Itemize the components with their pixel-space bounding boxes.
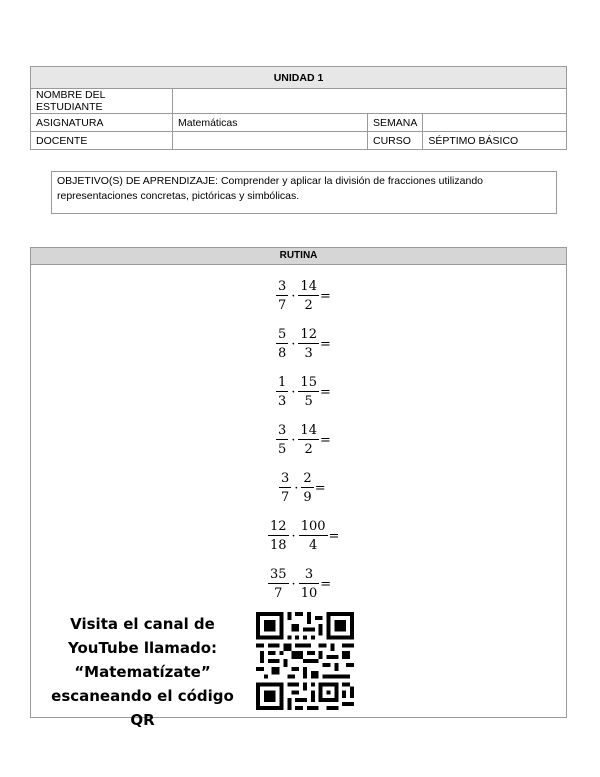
fraction [298, 327, 319, 362]
numerator: 3 [278, 279, 287, 294]
exercise-row [279, 471, 326, 506]
numerator: 100 [300, 519, 326, 534]
fraction-bar [298, 343, 319, 344]
fraction [268, 519, 289, 554]
unit-title: UNIDAD 1 [31, 67, 567, 89]
numerator: 14 [300, 423, 317, 438]
denominator: 9 [303, 490, 312, 505]
fraction-bar [279, 487, 291, 488]
equals-sign: = [319, 385, 331, 400]
fraction-bar [301, 487, 313, 488]
equals-sign: = [319, 433, 331, 448]
denominator: 8 [278, 346, 287, 361]
exercise-row [276, 375, 331, 410]
fraction [276, 423, 288, 458]
teacher-label: DOCENTE [31, 132, 173, 150]
operator: · [291, 288, 296, 304]
operator: · [291, 576, 296, 592]
fraction-bar [268, 583, 289, 584]
fraction-bar [276, 343, 288, 344]
fraction-bar [276, 391, 288, 392]
equals-sign: = [319, 289, 331, 304]
fraction [279, 471, 291, 506]
numerator: 12 [300, 327, 317, 342]
promo-line: escaneando el código QR [51, 687, 234, 729]
fraction [268, 567, 289, 602]
fraction [276, 375, 288, 410]
numerator: 35 [270, 567, 287, 582]
fraction-bar [268, 535, 289, 536]
numerator: 15 [300, 375, 317, 390]
equals-sign: = [328, 529, 340, 544]
fraction [299, 567, 320, 602]
fraction [298, 375, 319, 410]
numerator: 2 [303, 471, 312, 486]
teacher-field[interactable] [173, 132, 368, 150]
denominator: 7 [274, 586, 283, 601]
denominator: 2 [304, 298, 313, 313]
student-name-label: NOMBRE DEL ESTUDIANTE [31, 89, 173, 114]
fraction [276, 327, 288, 362]
fraction [298, 423, 319, 458]
denominator: 7 [281, 490, 290, 505]
denominator: 18 [270, 538, 287, 553]
week-field[interactable] [423, 114, 567, 132]
equals-sign: = [320, 577, 332, 592]
equals-sign: = [314, 481, 326, 496]
qr-code-icon[interactable] [256, 612, 354, 710]
exercise-row [276, 423, 331, 458]
youtube-promo-text [40, 612, 245, 732]
denominator: 3 [304, 346, 313, 361]
numerator: 12 [270, 519, 287, 534]
promo-line: Visita el canal de [70, 615, 215, 633]
student-info-table [30, 66, 567, 150]
fraction [298, 279, 319, 314]
student-name-field[interactable] [173, 89, 567, 114]
fraction-bar [298, 439, 319, 440]
numerator: 14 [300, 279, 317, 294]
learning-objective: OBJETIVO(S) DE APRENDIZAJE: Comprender y aplicar la división de fracciones utilizando representaciones concretas, pictóricas y simbólicas. [51, 171, 557, 214]
promo-line: YouTube llamado: [67, 639, 218, 657]
exercise-row [276, 279, 331, 314]
exercise-row [268, 567, 331, 602]
denominator: 10 [300, 586, 318, 601]
fraction-bar [299, 583, 320, 584]
week-label: SEMANA [368, 114, 423, 132]
numerator: 5 [278, 327, 287, 342]
denominator: 3 [278, 394, 287, 409]
operator: · [294, 480, 299, 496]
numerator: 3 [281, 471, 290, 486]
denominator: 4 [308, 538, 318, 553]
numerator: 3 [278, 423, 287, 438]
denominator: 5 [278, 442, 287, 457]
denominator: 5 [304, 394, 313, 409]
fraction-bar [276, 295, 288, 296]
routine-title: RUTINA [31, 248, 566, 265]
fraction [276, 279, 288, 314]
exercise-row [276, 327, 331, 362]
fraction-bar [299, 535, 328, 536]
subject-value: Matemáticas [173, 114, 368, 132]
denominator: 2 [304, 442, 313, 457]
numerator: 3 [304, 567, 314, 582]
course-value: SÉPTIMO BÁSICO [423, 132, 567, 150]
numerator: 1 [278, 375, 287, 390]
operator: · [291, 336, 296, 352]
operator: · [291, 384, 296, 400]
promo-line: “Matematízate” [74, 663, 211, 681]
fraction [301, 471, 313, 506]
fraction-bar [298, 295, 319, 296]
subject-label: ASIGNATURA [31, 114, 173, 132]
operator: · [291, 528, 296, 544]
exercise-row [268, 519, 339, 554]
denominator: 7 [278, 298, 287, 313]
fraction-bar [298, 391, 319, 392]
operator: · [291, 432, 296, 448]
fraction [299, 519, 328, 554]
fraction-bar [276, 439, 288, 440]
equals-sign: = [319, 337, 331, 352]
course-label: CURSO [368, 132, 423, 150]
